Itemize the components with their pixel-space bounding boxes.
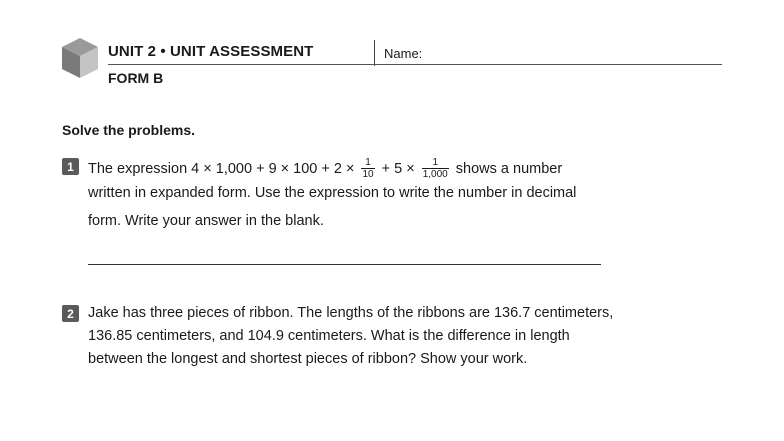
question-1-line-2: written in expanded form. Use the expression to write the number in decimal: [88, 185, 577, 201]
question-2-line-3: between the longest and shortest pieces of ribbon? Show your work.: [88, 351, 528, 367]
header-divider: [374, 40, 375, 66]
fraction-numerator: 1: [365, 157, 371, 168]
fraction-numerator: 1: [432, 157, 439, 168]
instructions: Solve the problems.: [62, 122, 196, 138]
question-number-badge: 1: [62, 158, 79, 175]
name-label: Name:: [384, 46, 423, 61]
question-number-badge: 2: [62, 305, 79, 322]
form-title: FORM B: [108, 70, 164, 86]
fraction-denominator: 1,000: [422, 169, 448, 180]
fraction-denominator: 10: [362, 169, 374, 180]
question-2-line-2: 136.85 centimeters, and 104.9 centimeters. What is the difference in length: [88, 328, 570, 344]
answer-blank-line[interactable]: [88, 264, 601, 265]
question-2-line-1: Jake has three pieces of ribbon. The lengths of the ribbons are 136.7 centimeters,: [88, 305, 614, 321]
cube-icon: [60, 36, 100, 80]
header-rule: [108, 64, 722, 65]
question-1-line-1: [88, 157, 566, 180]
question-1-line-3: form. Write your answer in the blank.: [88, 213, 324, 229]
expression-text: + 5 ×: [377, 160, 419, 177]
expression-text: The expression 4 × 1,000 + 9 × 100 + 2 ×: [88, 160, 359, 177]
fraction-one-tenth: [361, 157, 374, 180]
expression-text: shows a number: [451, 160, 567, 177]
fraction-one-thousandth: [422, 157, 449, 180]
unit-title: UNIT 2 • UNIT ASSESSMENT: [108, 43, 314, 60]
